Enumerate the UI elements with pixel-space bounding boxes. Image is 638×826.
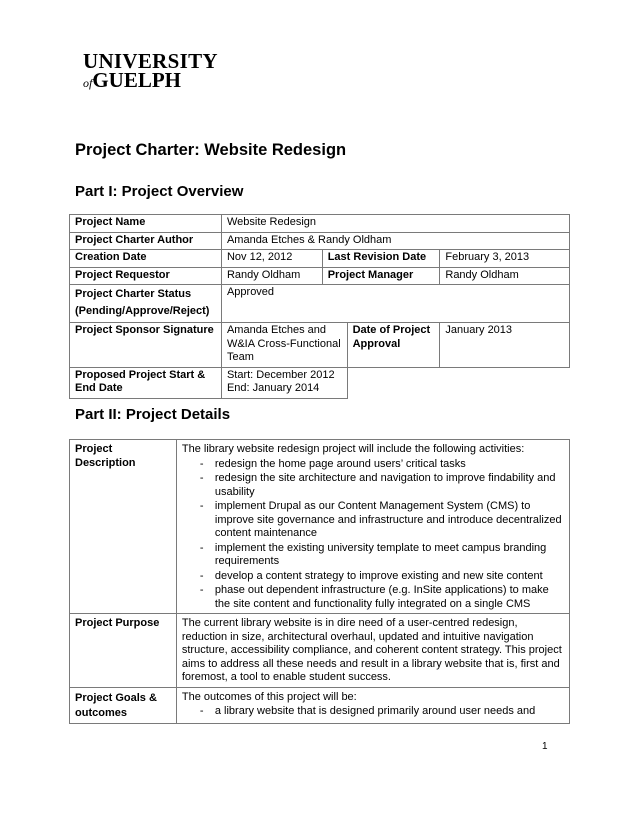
sponsor-label: Project Sponsor Signature — [70, 323, 222, 368]
status-value: Approved — [221, 285, 569, 323]
list-item: - implement the existing university template to meet campus branding requirements — [199, 541, 547, 567]
project-name-value: Website Redesign — [221, 215, 569, 233]
table-row — [70, 323, 570, 368]
project-details-table — [69, 439, 570, 724]
page-number: 1 — [542, 741, 548, 752]
table-row — [70, 367, 570, 398]
creation-date-label: Creation Date — [70, 250, 222, 268]
purpose-value: The current library website is in dire need of a user-centred redesign, reduction in size, architectural overhaul, updated and intuitive navigation structure, accessibility compliance, and coherent content strategy. This project aims to address all these needs and result in a library website that is, first and foremost, a tool to enable student success. — [176, 614, 569, 688]
start-end-label: Proposed Project Start & End Date — [70, 367, 222, 398]
table-row — [70, 215, 570, 233]
table-row — [70, 614, 570, 688]
sponsor-value: Amanda Etches and W&IA Cross-Functional Team — [221, 323, 347, 368]
goals-list — [182, 705, 564, 719]
description-label: Project Description — [70, 440, 177, 614]
status-label: Project Charter Status (Pending/Approve/Reject) — [70, 285, 222, 323]
table-row — [70, 285, 570, 323]
requestor-value: Randy Oldham — [221, 267, 322, 285]
table-row — [70, 250, 570, 268]
table-row — [70, 687, 570, 723]
creation-date-value: Nov 12, 2012 — [221, 250, 322, 268]
goals-value — [176, 687, 569, 723]
list-item: - develop a content strategy to improve existing and new site content — [199, 569, 543, 582]
goals-intro: The outcomes of this project will be: — [181, 690, 357, 703]
date-approval-value: January 2013 — [440, 323, 570, 368]
description-intro: The library website redesign project will include the following activities: — [181, 443, 525, 455]
start-date: Start: December 2012 — [226, 368, 335, 381]
project-overview-table — [69, 214, 570, 399]
author-value: Amanda Etches & Randy Oldham — [221, 232, 569, 250]
goals-label: Project Goals & outcomes — [70, 687, 177, 723]
project-name-label: Project Name — [70, 215, 222, 233]
manager-label: Project Manager — [322, 267, 440, 285]
manager-value: Randy Oldham — [440, 267, 570, 285]
logo-guelph: GUELPH — [92, 68, 182, 92]
logo-of: of — [83, 76, 93, 90]
part1-heading: Part I: Project Overview — [75, 183, 244, 200]
list-item: - redesign the home page around users’ critical tasks — [199, 457, 466, 470]
list-item: - phase out dependent infrastructure (e.g. InSite applications) to make the site content and functionality fully integrated on a single CMS — [199, 584, 549, 610]
activities-list — [182, 458, 564, 612]
document-title: Project Charter: Website Redesign — [75, 141, 347, 159]
purpose-label: Project Purpose — [70, 614, 177, 688]
requestor-label: Project Requestor — [70, 267, 222, 285]
logo-line-2 — [83, 69, 181, 94]
university-of-guelph-logo — [83, 49, 218, 92]
list-item: - a library website that is designed primarily around user needs and — [199, 705, 536, 717]
table-row — [70, 267, 570, 285]
last-revision-value: February 3, 2013 — [440, 250, 570, 268]
date-approval-label: Date of Project Approval — [347, 323, 440, 368]
list-item: - implement Drupal as our Content Management System (CMS) to improve site governance and infrastructure and introduce decentralized content maintenance — [199, 500, 562, 539]
table-row — [70, 440, 570, 614]
description-value — [176, 440, 569, 614]
list-item: - redesign the site architecture and navigation to improve findability and usability — [199, 472, 556, 498]
end-date: End: January 2014 — [226, 382, 320, 394]
logo-line-1: UNIVERSITY — [83, 49, 218, 73]
start-end-value — [221, 367, 347, 398]
author-label: Project Charter Author — [70, 232, 222, 250]
part2-heading: Part II: Project Details — [75, 406, 231, 423]
table-row — [70, 232, 570, 250]
last-revision-label: Last Revision Date — [322, 250, 440, 268]
